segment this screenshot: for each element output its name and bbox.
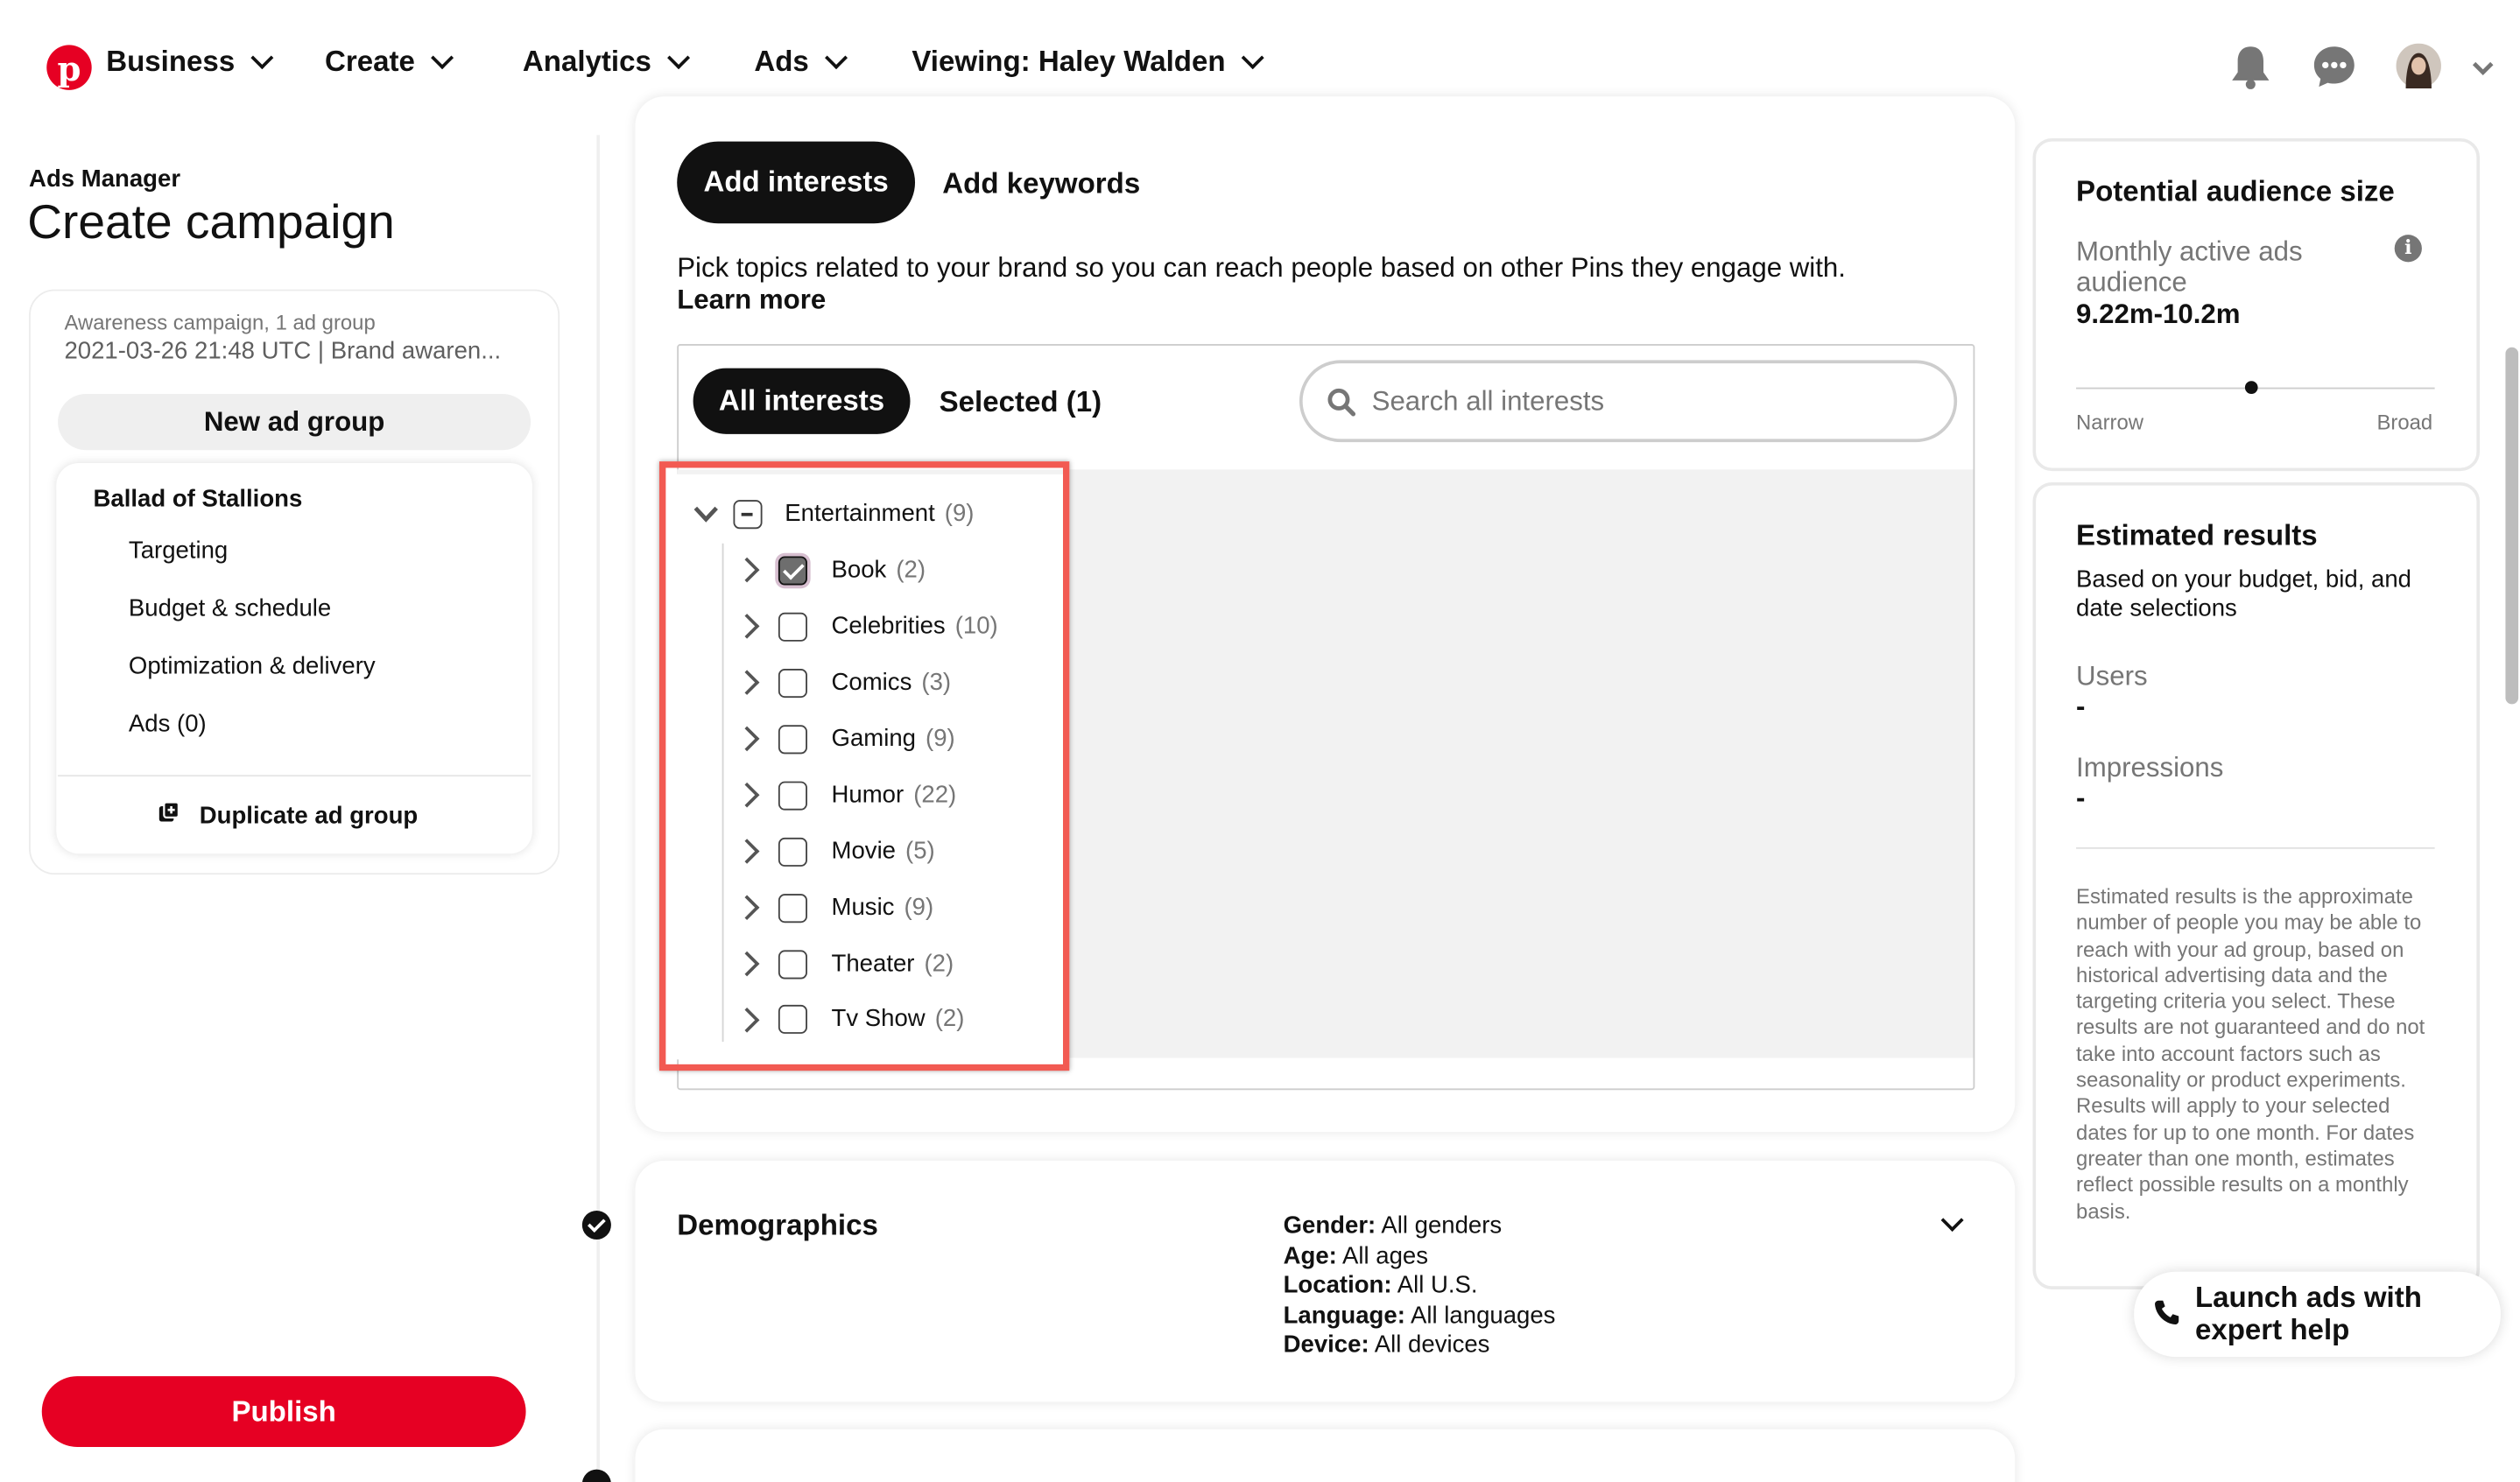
meter-label-narrow: Narrow [2076, 410, 2144, 434]
users-value: - [2076, 691, 2086, 722]
nav-ads-menu[interactable]: Ads [754, 45, 844, 79]
demographics-title: Demographics [677, 1209, 878, 1241]
meter-label-broad: Broad [2376, 410, 2433, 434]
nav-create-menu[interactable]: Create [325, 45, 450, 79]
interests-description: Pick topics related to your brand so you can reach people based on other Pins they engage with. Learn more [677, 252, 1846, 315]
sidebar-divider [596, 135, 600, 1482]
tab-add-keywords[interactable]: Add keywords [942, 167, 1141, 200]
pinterest-logo-icon[interactable] [46, 45, 91, 89]
filter-all-interests[interactable]: All interests [693, 369, 911, 434]
phone-icon [2153, 1299, 2180, 1334]
interest-item-music[interactable]: Music (9) [831, 894, 934, 922]
sidebar-item-targeting[interactable]: Targeting [128, 537, 229, 565]
nav-business-menu[interactable]: Business [106, 45, 270, 79]
estimated-results-subtitle: Based on your budget, bid, and date selections [2076, 565, 2411, 622]
nav-analytics-menu[interactable]: Analytics [523, 45, 686, 79]
bell-icon[interactable] [2230, 45, 2270, 98]
account-chevron-down-icon[interactable] [2472, 56, 2495, 85]
interest-item-theater[interactable]: Theater (2) [831, 950, 954, 978]
step-indicator-icon [582, 1470, 611, 1482]
audience-subtitle: Monthly active ads audience [2076, 235, 2303, 298]
search-placeholder: Search all interests [1371, 385, 1605, 417]
audience-size-value: 9.22m-10.2m [2076, 299, 2241, 330]
divider [58, 775, 531, 776]
interest-item-book[interactable]: Book (2) [831, 556, 926, 584]
chat-icon[interactable] [2312, 45, 2356, 96]
expert-help-label: Launch ads with expert help [2194, 1281, 2422, 1346]
search-icon [1327, 388, 1355, 425]
tab-add-interests[interactable]: Add interests [677, 142, 915, 224]
interest-item-comics[interactable]: Comics (3) [831, 669, 952, 697]
interest-item-movie[interactable]: Movie (5) [831, 837, 935, 866]
highlight-annotation-box [659, 461, 1069, 1071]
svg-text:p: p [57, 49, 81, 89]
interest-item-tv-show[interactable]: Tv Show (2) [831, 1004, 965, 1033]
page-title: Create campaign [27, 196, 395, 249]
sidebar-item-optimization-delivery[interactable]: Optimization & delivery [128, 652, 376, 680]
campaign-summary: Awareness campaign, 1 ad group [64, 310, 376, 335]
interest-item-gaming[interactable]: Gaming (9) [831, 725, 955, 753]
chevron-down-icon [250, 46, 273, 69]
interest-item-humor[interactable]: Humor (22) [831, 781, 957, 809]
chevron-down-icon [1242, 46, 1264, 69]
campaign-details: 2021-03-26 21:48 UTC | Brand awaren... [64, 337, 502, 365]
ad-group-name[interactable]: Ballad of Stallions [93, 485, 303, 513]
learn-more-link[interactable]: Learn more [677, 284, 827, 315]
interest-parent-entertainment[interactable]: Entertainment (9) [785, 500, 975, 528]
next-section-card [635, 1429, 2015, 1482]
chevron-down-icon [431, 46, 454, 69]
sidebar-item-budget-schedule[interactable]: Budget & schedule [128, 594, 332, 622]
avatar[interactable] [2397, 44, 2441, 97]
demographics-summary: Gender: All genders Age: All ages Location: All U.S. Language: All languages Device: All devices [1283, 1212, 1556, 1359]
breadcrumb[interactable]: Ads Manager [29, 165, 181, 193]
impressions-label: Impressions [2076, 752, 2224, 783]
estimates-disclaimer: Estimated results is the approximate number of people you may be able to reach with your ad group, based on historical advertising data and the targeting criteria you select. These results are not guaranteed and do not take into account factors such as seasonality or product experiments. Results will apply to your selected dates for up to one month. For dates greater than one month, estimates reflect possible results on a monthly basis. [2076, 884, 2425, 1223]
nav-viewing-account-menu[interactable]: Viewing: Haley Walden [912, 45, 1261, 79]
publish-button[interactable]: Publish [42, 1376, 526, 1447]
chevron-down-icon [667, 46, 690, 69]
scrollbar[interactable] [2505, 348, 2518, 705]
interest-item-celebrities[interactable]: Celebrities (10) [831, 612, 998, 640]
info-icon[interactable]: i [2395, 235, 2422, 262]
divider [2076, 847, 2435, 849]
chevron-down-icon [825, 46, 848, 69]
duplicate-icon [158, 801, 180, 830]
new-ad-group-button[interactable]: New ad group [58, 394, 531, 450]
users-label: Users [2076, 660, 2148, 692]
sidebar-item-ads[interactable]: Ads (0) [128, 710, 207, 738]
audience-size-title: Potential audience size [2076, 175, 2395, 207]
estimated-results-title: Estimated results [2076, 519, 2318, 551]
step-complete-icon [582, 1211, 611, 1240]
filter-selected[interactable]: Selected (1) [939, 385, 1102, 418]
duplicate-ad-group-button[interactable]: Duplicate ad group [158, 801, 418, 830]
impressions-value: - [2076, 783, 2086, 814]
